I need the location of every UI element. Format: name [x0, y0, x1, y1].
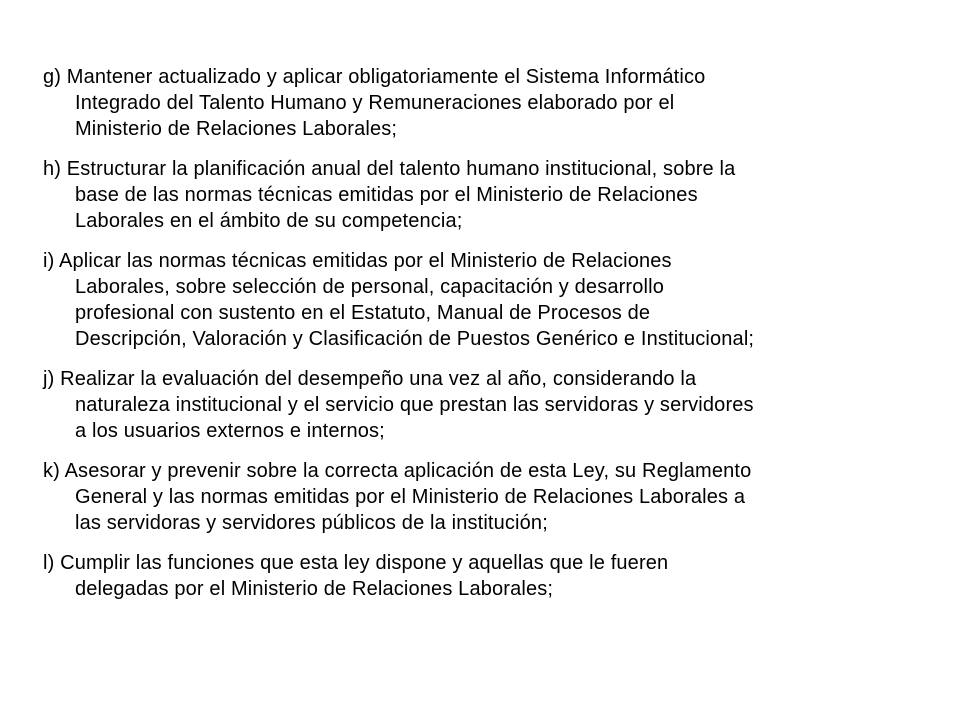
content-body — [43, 64, 893, 616]
list-item-g: g) Mantener actualizado y aplicar obligatoriamente el Sistema Informático Integrado del Talento Humano y Remuneraciones elaborado por el Ministerio de Relaciones Laborales; — [43, 66, 706, 140]
list-item-l: l) Cumplir las funciones que esta ley dispone y aquellas que le fueren delegadas por el Ministerio de Relaciones Laborales; — [43, 552, 669, 600]
list-item-h: h) Estructurar la planificación anual del talento humano institucional, sobre la base de las normas técnicas emitidas por el Ministerio de Relaciones Laborales en el ámbito de su competencia; — [43, 158, 736, 232]
list-item-j: j) Realizar la evaluación del desempeño una vez al año, considerando la naturaleza institucional y el servicio que prestan las servidoras y servidores a los usuarios externos e internos; — [43, 368, 754, 442]
list-item-i: i) Aplicar las normas técnicas emitidas por el Ministerio de Relaciones Laborales, sobre selección de personal, capacitación y desarrollo profesional con sustento en el Estatuto, Manual de Procesos de Descripción, Valoración y Clasificación de Puestos Genérico e Institucional; — [43, 250, 755, 350]
list-item-k: k) Asesorar y prevenir sobre la correcta aplicación de esta Ley, su Reglamento General y las normas emitidas por el Ministerio de Relaciones Laborales a las servidoras y servidores públicos de la institución; — [43, 460, 752, 534]
